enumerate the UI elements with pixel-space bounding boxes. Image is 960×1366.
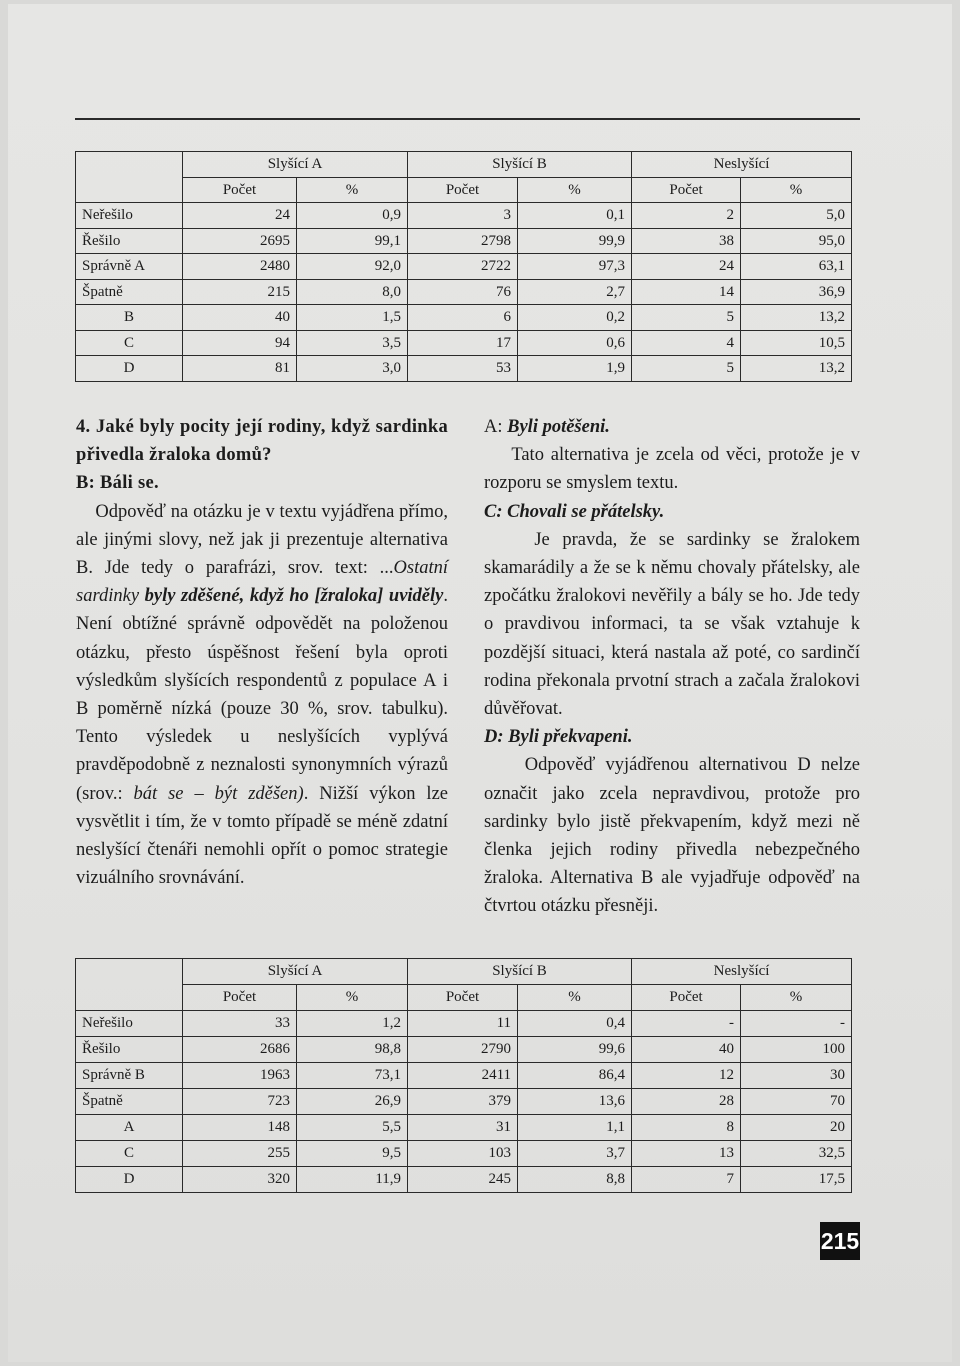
table-cell: 5,5	[297, 1115, 408, 1141]
table-cell: 0,9	[297, 203, 408, 229]
table-cell: 76	[408, 279, 518, 305]
column-header: Počet	[183, 985, 297, 1011]
table-cell: -	[741, 1011, 852, 1037]
answer-d-paragraph: Odpověď vyjádřenou alternativou D nelze označit jako zcela nepravdivou, protože pro sardinky bylo jistě překvapením, když mezi ně členka jejich rodiny přivedla nebezpečného žraloka. Alternativa B ale vyjadřuje odpověď na čtvrtou otázku přesněji.	[484, 755, 860, 917]
column-header: %	[297, 177, 408, 203]
table-cell: 2	[632, 203, 741, 229]
column-header: %	[297, 985, 408, 1011]
table-cell: 1,2	[297, 1011, 408, 1037]
table-cell: 379	[408, 1089, 518, 1115]
table-cell: 13,2	[741, 305, 852, 331]
table-cell: 7	[632, 1167, 741, 1193]
table-cell: 2,7	[518, 279, 632, 305]
table-row	[76, 1089, 852, 1115]
answer-b-paragraph: Odpověď na otázku je v textu vyjádřena přímo, ale jinými slovy, než jak ji prezentuje alternativa B. Jde tedy o parafrázi, srov. text: ...Ostatní sardinky byly zděšené, když ho [žraloka] uviděly. Není obtížné správně odpovědět na položenou otázku, přesto úspěšnost řešení byla oproti výsledkům slyšících respondentů z populace A i B poměrně nízká (pouze 30 %, srov. tabulku). Tento výsledek u neslyšících vyplývá pravděpodobně z neznalosti synonymních výrazů (srov.: bát se – být zděšen). Nižší výkon lze vysvětlit i tím, že v tomto případě se méně zdatní neslyšící čtenáři nemohli opřít o pomoc strategie vizuálního srovnávání.	[76, 501, 448, 889]
column-header: %	[741, 177, 852, 203]
row-label: A	[76, 1115, 183, 1141]
table-cell: 3,0	[297, 356, 408, 382]
table-cell: 99,1	[297, 228, 408, 254]
group-header: Slyšící A	[183, 152, 408, 178]
table-cell: 30	[741, 1063, 852, 1089]
table-cell: 2798	[408, 228, 518, 254]
group-header: Slyšící A	[183, 959, 408, 985]
table-row	[76, 203, 852, 229]
header-rule	[75, 118, 860, 120]
table-cell: 8,8	[518, 1167, 632, 1193]
row-label: D	[76, 356, 183, 382]
table-cell: 95,0	[741, 228, 852, 254]
results-table-question-4	[75, 958, 852, 1193]
table-cell: 0,2	[518, 305, 632, 331]
row-label: Řešilo	[76, 1037, 183, 1063]
table-cell: 1963	[183, 1063, 297, 1089]
table-cell: 8,0	[297, 279, 408, 305]
table-cell: 0,6	[518, 330, 632, 356]
row-label: B	[76, 305, 183, 331]
table-row	[76, 356, 852, 382]
table-cell: 1,1	[518, 1115, 632, 1141]
table-cell: -	[632, 1011, 741, 1037]
table-cell: 98,8	[297, 1037, 408, 1063]
table-row	[76, 1115, 852, 1141]
left-column	[76, 413, 448, 892]
table-cell: 6	[408, 305, 518, 331]
table-cell: 24	[632, 254, 741, 280]
group-header-row	[76, 152, 852, 178]
group-header: Neslyšící	[632, 959, 852, 985]
table-cell: 36,9	[741, 279, 852, 305]
table-cell: 70	[741, 1089, 852, 1115]
table-cell: 3	[408, 203, 518, 229]
table-cell: 40	[183, 305, 297, 331]
table-cell: 1,5	[297, 305, 408, 331]
table-cell: 255	[183, 1141, 297, 1167]
table-cell: 99,9	[518, 228, 632, 254]
row-label: C	[76, 330, 183, 356]
answer-c-paragraph: Je pravda, že se sardinky se žralokem skamarádily a že se k němu chovaly přátelsky, ale zpočátku žralokovi nevěřily a bály se ho. Jde tedy o pravdivou informaci, ta se však vztahuje k pozdější situaci, která nastala až poté, co sardinčí rodina překonala prvotní strach a začala žralokovi důvěřovat.	[484, 529, 860, 720]
table-cell: 9,5	[297, 1141, 408, 1167]
table-cell: 103	[408, 1141, 518, 1167]
corner-cell	[76, 959, 183, 1011]
row-label: Správně A	[76, 254, 183, 280]
table-row	[76, 279, 852, 305]
question-heading: 4. Jaké byly pocity její rodiny, když sardinka přivedla žraloka domů?	[76, 417, 448, 466]
table-cell: 10,5	[741, 330, 852, 356]
answer-b-heading: B: Báli se.	[76, 473, 159, 494]
table-cell: 73,1	[297, 1063, 408, 1089]
column-header: Počet	[632, 985, 741, 1011]
table-cell: 13,2	[741, 356, 852, 382]
table-cell: 13,6	[518, 1089, 632, 1115]
table-cell: 24	[183, 203, 297, 229]
group-header: Neslyšící	[632, 152, 852, 178]
table-cell: 3,5	[297, 330, 408, 356]
row-label: C	[76, 1141, 183, 1167]
table-cell: 13	[632, 1141, 741, 1167]
answer-a-paragraph: Tato alternativa je zcela od věci, protože je v rozporu se smyslem textu.	[484, 445, 860, 494]
table-row	[76, 1167, 852, 1193]
column-header: %	[741, 985, 852, 1011]
table-cell: 17	[408, 330, 518, 356]
table-cell: 5	[632, 305, 741, 331]
answer-c-heading: C: Chovali se přátelsky.	[484, 501, 665, 522]
table-row	[76, 1011, 852, 1037]
subheader-row	[76, 985, 852, 1011]
table-row	[76, 1037, 852, 1063]
right-column	[484, 413, 860, 921]
table-cell: 0,1	[518, 203, 632, 229]
table-cell: 2686	[183, 1037, 297, 1063]
table-cell: 0,4	[518, 1011, 632, 1037]
table-cell: 33	[183, 1011, 297, 1037]
table-cell: 8	[632, 1115, 741, 1141]
table-cell: 2695	[183, 228, 297, 254]
table-cell: 14	[632, 279, 741, 305]
row-label: Špatně	[76, 279, 183, 305]
results-table-question-3	[75, 151, 852, 382]
table-cell: 723	[183, 1089, 297, 1115]
table-cell: 40	[632, 1037, 741, 1063]
column-header: Počet	[183, 177, 297, 203]
column-header: Počet	[408, 985, 518, 1011]
table-cell: 11	[408, 1011, 518, 1037]
table-cell: 4	[632, 330, 741, 356]
answer-a-heading: A: Byli potěšeni.	[484, 417, 610, 437]
table-cell: 86,4	[518, 1063, 632, 1089]
table-cell: 3,7	[518, 1141, 632, 1167]
table-cell: 12	[632, 1063, 741, 1089]
table-cell: 99,6	[518, 1037, 632, 1063]
table-row	[76, 305, 852, 331]
row-label: Špatně	[76, 1089, 183, 1115]
table-cell: 5	[632, 356, 741, 382]
row-label: Neřešilo	[76, 203, 183, 229]
table-cell: 11,9	[297, 1167, 408, 1193]
table-cell: 20	[741, 1115, 852, 1141]
table-cell: 32,5	[741, 1141, 852, 1167]
table-cell: 31	[408, 1115, 518, 1141]
row-label: Řešilo	[76, 228, 183, 254]
table-cell: 28	[632, 1089, 741, 1115]
group-header-row	[76, 959, 852, 985]
table-cell: 2790	[408, 1037, 518, 1063]
table-cell: 320	[183, 1167, 297, 1193]
subheader-row	[76, 177, 852, 203]
column-header: Počet	[632, 177, 741, 203]
group-header: Slyšící B	[408, 959, 632, 985]
row-label: Neřešilo	[76, 1011, 183, 1037]
page-number: 215	[820, 1222, 860, 1260]
table-cell: 215	[183, 279, 297, 305]
table-cell: 100	[741, 1037, 852, 1063]
table-row	[76, 330, 852, 356]
table-cell: 38	[632, 228, 741, 254]
table-row	[76, 228, 852, 254]
table-cell: 2722	[408, 254, 518, 280]
table-cell: 245	[408, 1167, 518, 1193]
table-cell: 148	[183, 1115, 297, 1141]
table-cell: 92,0	[297, 254, 408, 280]
answer-d-heading: D: Byli překvapeni.	[484, 727, 633, 748]
table-row	[76, 1063, 852, 1089]
corner-cell	[76, 152, 183, 203]
table-cell: 1,9	[518, 356, 632, 382]
column-header: Počet	[408, 177, 518, 203]
table-cell: 63,1	[741, 254, 852, 280]
table-cell: 5,0	[741, 203, 852, 229]
column-header: %	[518, 177, 632, 203]
table-cell: 2411	[408, 1063, 518, 1089]
table-cell: 94	[183, 330, 297, 356]
group-header: Slyšící B	[408, 152, 632, 178]
table-cell: 81	[183, 356, 297, 382]
table-cell: 17,5	[741, 1167, 852, 1193]
table-cell: 2480	[183, 254, 297, 280]
table-cell: 53	[408, 356, 518, 382]
row-label: Správně B	[76, 1063, 183, 1089]
row-label: D	[76, 1167, 183, 1193]
table-row	[76, 254, 852, 280]
table-row	[76, 1141, 852, 1167]
table-cell: 97,3	[518, 254, 632, 280]
column-header: %	[518, 985, 632, 1011]
table-cell: 26,9	[297, 1089, 408, 1115]
